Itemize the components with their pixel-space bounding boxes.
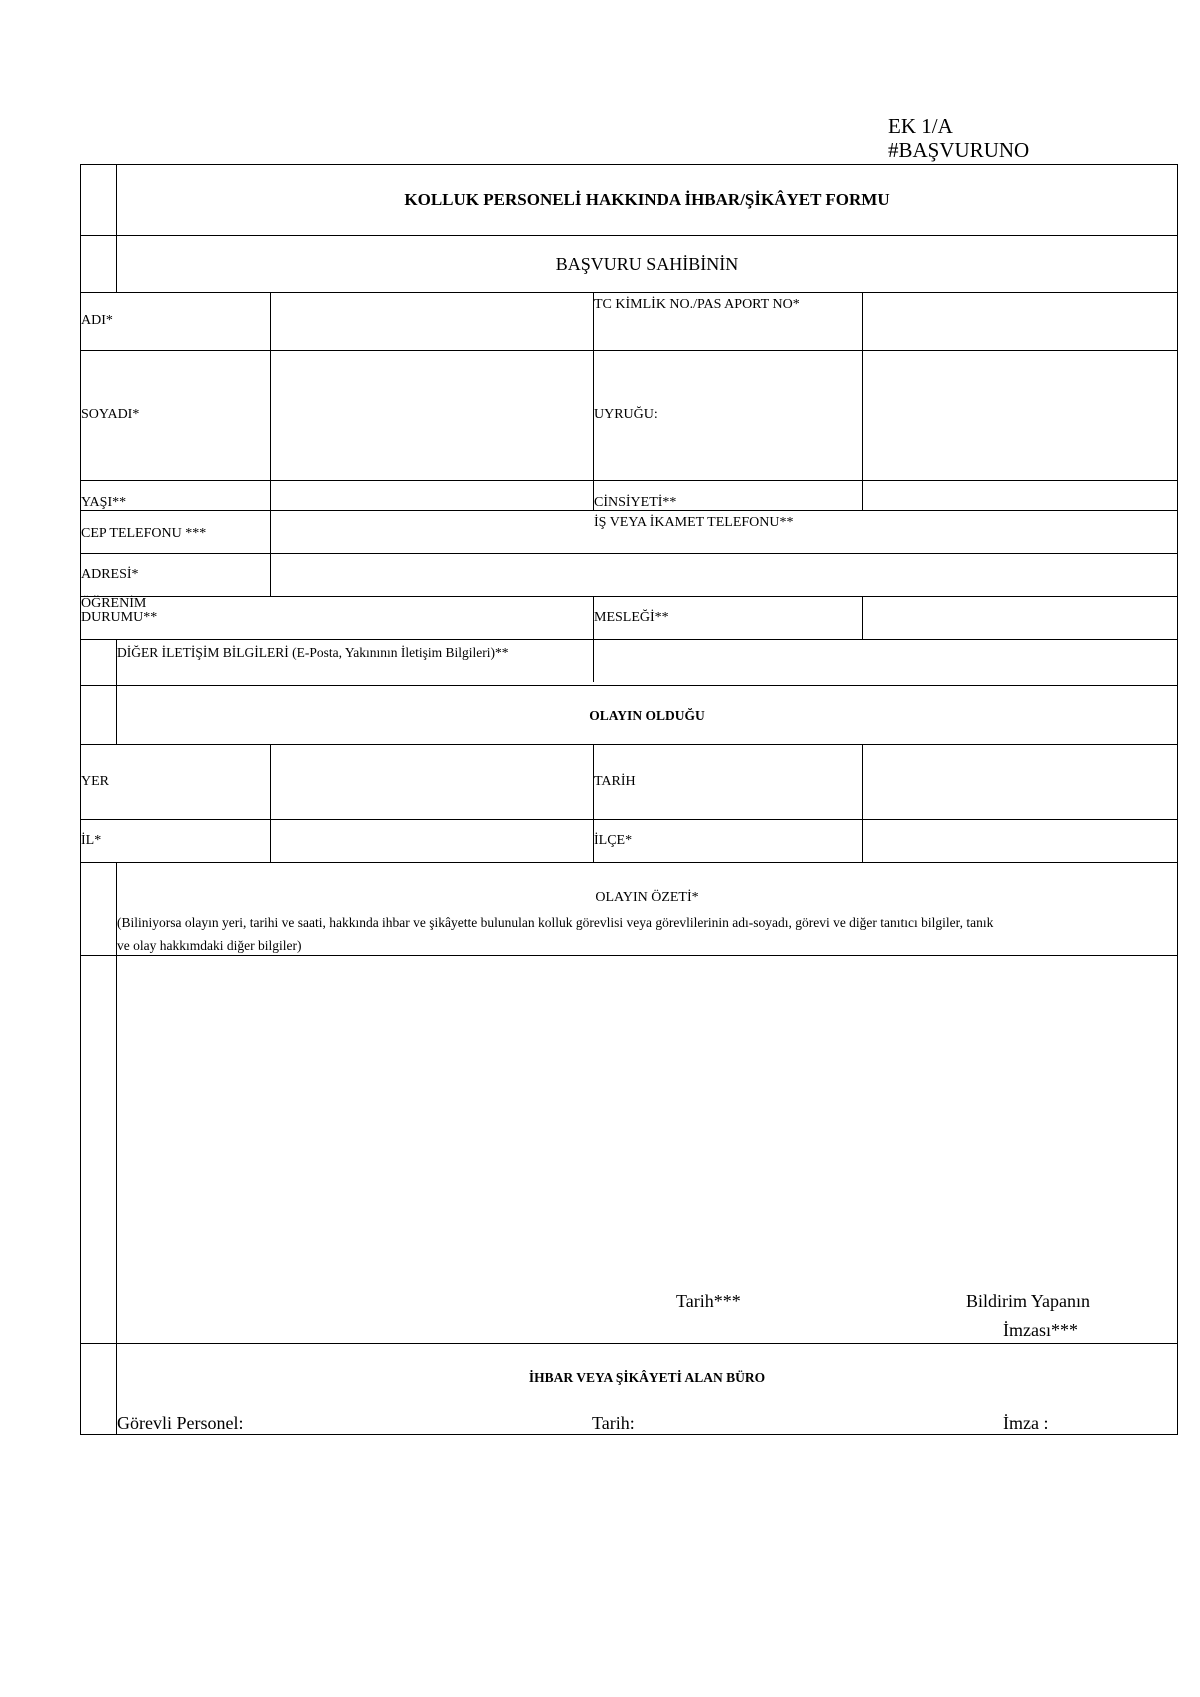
row-divider <box>80 862 1178 863</box>
mobile-phone-field[interactable] <box>271 511 592 552</box>
province-label: İL* <box>81 833 102 848</box>
summary-textarea[interactable] <box>117 956 1177 1276</box>
form-title: KOLLUK PERSONELİ HAKKINDA İHBAR/ŞİKÂYET FORMU <box>404 190 890 209</box>
row-divider <box>80 1343 1178 1344</box>
surname-field[interactable] <box>271 351 592 479</box>
annex-header <box>888 114 1029 162</box>
incident-date-field[interactable] <box>863 745 1177 818</box>
mobile-phone-label: CEP TELEFONU *** <box>81 526 207 541</box>
incident-date-label: TARİH <box>594 774 636 789</box>
work-phone-field[interactable] <box>863 511 1177 552</box>
other-contact-label: DİĞER İLETİŞİM BİLGİLERİ (E-Posta, Yakınının İletişim Bilgileri)** <box>117 645 509 660</box>
incident-place-field[interactable] <box>271 745 592 818</box>
district-field[interactable] <box>863 820 1177 861</box>
application-number: #BAŞVURUNO <box>888 138 1030 162</box>
applicant-section-title: BAŞVURU SAHİBİNİN <box>555 254 739 274</box>
address-label: ADRESİ* <box>81 567 139 582</box>
other-contact-field[interactable] <box>594 640 1177 684</box>
signer-label-line1: Bildirim Yapanın <box>966 1291 1091 1311</box>
nationality-label: UYRUĞU: <box>594 407 658 422</box>
province-field[interactable] <box>271 820 592 861</box>
office-signature-label: İmza : <box>1003 1413 1049 1433</box>
surname-label: SOYADI* <box>81 407 140 422</box>
age-label: YAŞI** <box>81 495 127 510</box>
row-divider <box>80 235 1178 236</box>
work-phone-label: İŞ VEYA İKAMET TELEFONU** <box>594 515 794 530</box>
name-field[interactable] <box>271 293 592 349</box>
receiving-office-title: İHBAR VEYA ŞİKÂYETİ ALAN BÜRO <box>528 1370 766 1385</box>
row-divider <box>80 685 1178 686</box>
nationality-field[interactable] <box>863 351 1177 479</box>
summary-title: OLAYIN ÖZETİ* <box>595 890 699 905</box>
gender-label: CİNSİYETİ** <box>594 495 677 510</box>
summary-description-line1: (Biliniyorsa olayın yeri, tarihi ve saati, hakkında ihbar ve şikâyette bulunulan kolluk görevlisi veya görevlilerinin adı-soyadı, görevi ve diğer tanıtıcı bilgiler, tanık <box>117 915 994 930</box>
signer-label-line2: İmzası*** <box>1003 1320 1078 1340</box>
occupation-label: MESLEĞİ** <box>594 610 669 625</box>
district-label: İLÇE* <box>594 833 633 848</box>
summary-description-line2: ve olay hakkımdaki diğer bilgiler) <box>117 938 302 953</box>
education-label-line1: ÖĞRENİM <box>81 596 147 611</box>
office-date-label: Tarih: <box>592 1413 635 1433</box>
id-number-label: TC KİMLİK NO./PAS APORT NO* <box>594 297 800 312</box>
incident-section-title: OLAYIN OLDUĞU <box>589 708 705 723</box>
incident-place-label: YER <box>81 774 109 789</box>
name-label: ADI* <box>81 313 113 328</box>
staff-label: Görevli Personel: <box>117 1413 244 1433</box>
gender-field[interactable] <box>863 481 1177 509</box>
age-field[interactable] <box>271 481 592 509</box>
occupation-field[interactable] <box>863 597 1177 638</box>
column-divider <box>593 292 594 510</box>
id-number-field[interactable] <box>863 293 1177 349</box>
annex-label: EK 1/A <box>888 114 953 138</box>
education-label-line2: DURUMU** <box>81 610 158 625</box>
signature-date-label: Tarih*** <box>676 1291 741 1311</box>
address-field[interactable] <box>271 554 1177 595</box>
education-field[interactable] <box>271 597 592 638</box>
